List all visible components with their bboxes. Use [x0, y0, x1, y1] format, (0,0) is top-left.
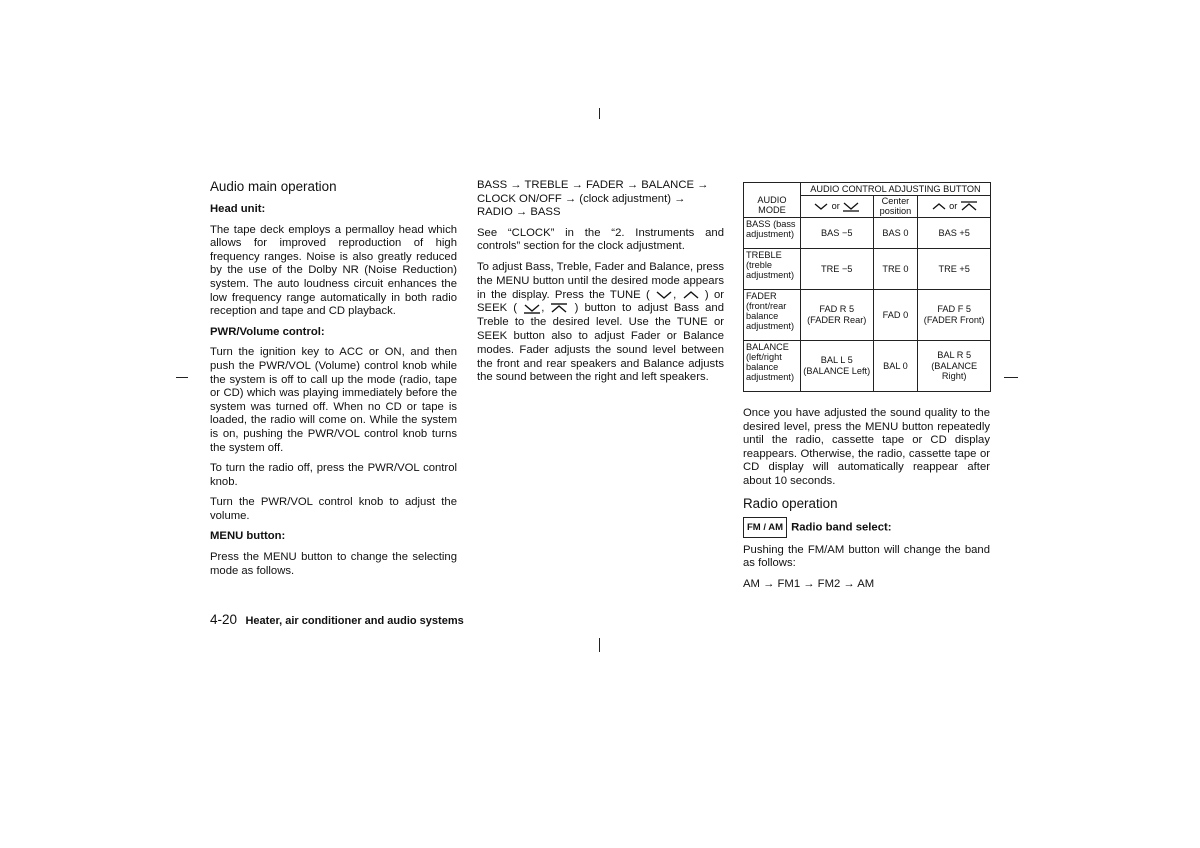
page-footer — [210, 611, 464, 629]
comma-separator-2: , — [541, 302, 545, 315]
header-center-position: Center position — [873, 196, 918, 217]
paragraph-adjust — [477, 261, 724, 385]
paragraph-band: Pushing the FM/AM button will change the band as follows: — [743, 543, 990, 570]
table-row — [744, 217, 991, 248]
table-row — [744, 340, 991, 391]
row-center-value: FAD 0 — [873, 289, 918, 340]
heading-menu-button: MENU button: — [210, 530, 286, 543]
row-low-value: TRE −5 — [800, 248, 873, 289]
radio-band-select-heading — [743, 517, 990, 538]
chevron-down-icon — [813, 202, 829, 211]
row-center-value: BAS 0 — [873, 217, 918, 248]
row-high-value: FAD F 5 (FADER Front) — [918, 289, 991, 340]
crop-mark-left — [176, 377, 188, 378]
row-high-value: BAS +5 — [918, 217, 991, 248]
table-row — [744, 248, 991, 289]
audio-control-table-wrap — [743, 182, 991, 392]
or-label: or — [949, 200, 958, 211]
row-center-value: BAL 0 — [873, 340, 918, 391]
row-mode: BALANCE (left/right balance adjustment) — [744, 340, 801, 391]
left-column — [210, 179, 457, 585]
crop-mark-top — [599, 108, 600, 119]
heading-radio-band-select: Radio band select: — [791, 521, 892, 534]
row-mode: BASS (bass adjustment) — [744, 217, 801, 248]
heading-head-unit: Head unit: — [210, 203, 266, 215]
header-audio-mode: AUDIO MODE — [744, 183, 801, 218]
middle-column — [477, 179, 724, 392]
paragraph-menu: Press the MENU button to change the selecting mode as follows. — [210, 551, 457, 577]
menu-mode-flow: BASS → TREBLE → FADER → BALANCE → CLOCK ON/OFF → (clock adjustment) → RADIO → BASS — [477, 179, 709, 219]
paragraph-after-table: Once you have adjusted the sound quality to the desired level, press the MENU button repeatedly until the radio, cassette tape or CD display reappears. Otherwise, the radio, cassette tape or CD display will automatically reappear after about 10 seconds. — [743, 407, 990, 487]
chapter-title: Heater, air conditioner and audio systems — [245, 615, 464, 627]
section-title-audio-main: Audio main operation — [210, 179, 337, 194]
seek-up-icon — [960, 201, 978, 212]
paragraph-pwr-1: Turn the ignition key to ACC or ON, and then push the PWR/VOL (Volume) control knob while the system is off to call up the mode (radio, tape or CD) which was playing immediately before the system was turned off. When no CD or tape is loaded, the radio will come on. While the system is on, pushing the PWR/VOL control knob turns the system off. — [210, 346, 457, 454]
seek-up-icon — [550, 303, 568, 314]
page-number: 4-20 — [210, 612, 238, 627]
table-row — [744, 289, 991, 340]
section-title-radio-operation: Radio operation — [743, 495, 838, 511]
chevron-up-icon — [931, 202, 947, 211]
row-mode: FADER (front/rear balance adjustment) — [744, 289, 801, 340]
comma-separator: , — [673, 288, 677, 301]
seek-down-icon — [842, 201, 860, 212]
chevron-up-icon — [682, 290, 700, 300]
paragraph-pwr-3: Turn the PWR/VOL control knob to adjust the volume. — [210, 496, 457, 522]
paragraph-clock-reference: See “CLOCK” in the “2. Instruments and controls” section for the clock adjustment. — [477, 226, 724, 253]
chevron-down-icon — [655, 290, 673, 300]
adjust-text-3: ) button to adjust Bass and Treble to the desired level. Use the TUNE or SEEK button also to adjust Fader or Balance modes. Fader adjusts the sound level between the front and rear speakers and Balance adjusts the sound between the right and left speakers. — [477, 302, 724, 384]
header-tune-seek-down — [800, 196, 873, 217]
adjust-text-1: To adjust Bass, Treble, Fader and Balance, press the MENU button until the desired mode appears in the display. Press the TUNE ( — [477, 260, 724, 301]
row-low-value: BAL L 5 (BALANCE Left) — [800, 340, 873, 391]
row-high-value: BAL R 5 (BALANCE Right) — [918, 340, 991, 391]
seek-down-icon — [523, 303, 541, 314]
right-column — [743, 407, 990, 598]
row-low-value: BAS −5 — [800, 217, 873, 248]
or-label: or — [831, 200, 840, 211]
adjust-text-2: ) or SEEK ( — [477, 288, 725, 315]
paragraph-head-unit: The tape deck employs a permalloy head which allows for improved reproduction of high frequency ranges. Noise is also greatly reduced by the use of the Dolby NR (Noise Reduction) system. The auto loudness circuit enhances the low frequency range automatically in both radio reception and tape and CD playback. — [210, 223, 457, 318]
row-high-value: TRE +5 — [918, 248, 991, 289]
row-center-value: TRE 0 — [873, 248, 918, 289]
heading-pwr-volume: PWR/Volume control: — [210, 325, 325, 338]
row-mode: TREBLE (treble adjustment) — [744, 248, 801, 289]
crop-mark-bottom — [599, 638, 600, 652]
fm-am-button-icon: FM / AM — [743, 517, 787, 538]
band-flow: AM → FM1 → FM2 → AM — [743, 577, 875, 590]
header-tune-seek-up — [918, 196, 991, 217]
paragraph-pwr-2: To turn the radio off, press the PWR/VOL control knob. — [210, 462, 457, 488]
row-low-value: FAD R 5 (FADER Rear) — [800, 289, 873, 340]
audio-control-table — [743, 182, 991, 392]
header-audio-control: AUDIO CONTROL ADJUSTING BUTTON — [800, 183, 990, 196]
crop-mark-right — [1004, 377, 1018, 378]
